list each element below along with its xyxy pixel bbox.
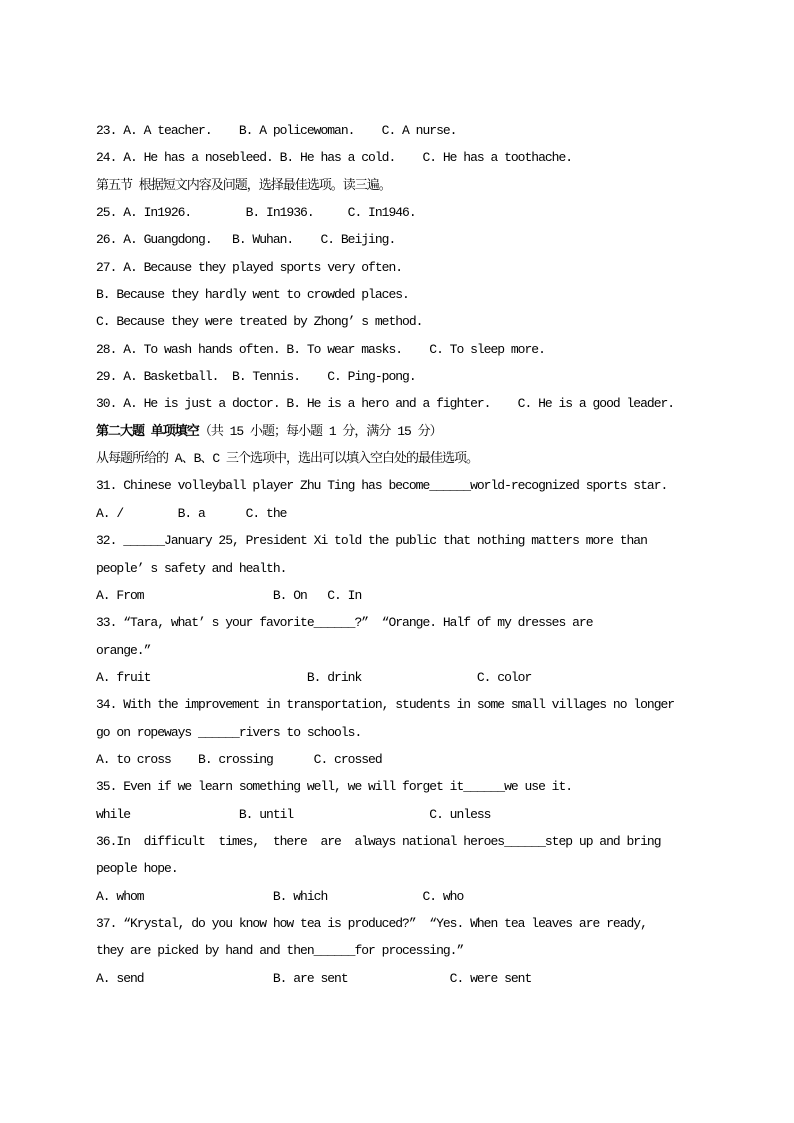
line-text: B. Because they hardly went to crowded places.: [96, 287, 409, 303]
line-text: 36.In difficult times, there are always national heroes______step up and bring: [96, 833, 661, 849]
line-text: A. send B. are sent C. were sent: [96, 970, 532, 986]
line-text: 29. A. Basketball. B. Tennis. C. Ping-pong.: [96, 369, 416, 385]
line-text: 33. “Tara, what’ s your favorite______?” “Orange. Half of my dresses are: [96, 615, 593, 631]
line-text: 32. ______January 25, President Xi told the public that nothing matters more than: [96, 533, 647, 549]
question-line-33-cont: [96, 637, 756, 664]
question-line-32-cont: [96, 555, 756, 582]
option-line-27c: [96, 308, 756, 335]
option-line-36: [96, 883, 756, 910]
question-line-27: [96, 254, 756, 281]
line-text: 26. A. Guangdong. B. Wuhan. C. Beijing.: [96, 232, 396, 248]
question-line-29: [96, 363, 756, 390]
line-text: 从每题所给的 A、B、C 三个选项中，选出可以填入空白处的最佳选项。: [96, 451, 479, 467]
line-text: 37. “Krystal, do you know how tea is produced?” “Yes. When tea leaves are ready,: [96, 915, 647, 931]
question-line-34: [96, 691, 756, 718]
option-line-35: [96, 801, 756, 828]
line-text: go on ropeways ______rivers to schools.: [96, 724, 362, 740]
option-line-32: [96, 582, 756, 609]
line-text: （共 15 小题；每小题 1 分，满分 15 分）: [198, 423, 442, 439]
line-text: 31. Chinese volleyball player Zhu Ting has become______world-recognized sports star.: [96, 478, 668, 494]
question-line-23: [96, 117, 756, 144]
line-text: 24. A. He has a nosebleed. B. He has a cold. C. He has a toothache.: [96, 150, 573, 166]
section-heading-part2: [96, 418, 756, 445]
line-text: orange.”: [96, 642, 151, 658]
question-line-35: [96, 773, 756, 800]
section-heading-5: [96, 172, 756, 199]
question-line-37: [96, 910, 756, 937]
question-line-26: [96, 226, 756, 253]
section-title-bold-text: 第二大题 单项填空: [96, 423, 199, 439]
option-line-27b: [96, 281, 756, 308]
question-line-36-cont: [96, 855, 756, 882]
line-text: while B. until C. unless: [96, 806, 491, 822]
line-text: 23. A. A teacher. B. A policewoman. C. A nurse.: [96, 123, 457, 138]
line-text: A. From B. On C. In: [96, 587, 362, 603]
question-line-31: [96, 472, 756, 499]
line-text: they are picked by hand and then______for processing.”: [96, 943, 464, 959]
question-line-37-cont: [96, 937, 756, 964]
line-text: A. to cross B. crossing C. crossed: [96, 751, 382, 767]
question-line-24: [96, 144, 756, 171]
line-text: 第五节 根据短文内容及问题，选择最佳选项。读三遍。: [96, 177, 391, 193]
document-body: [96, 117, 756, 992]
line-text: 30. A. He is just a doctor. B. He is a hero and a fighter. C. He is a good leader.: [96, 396, 675, 412]
line-text: people hope.: [96, 861, 178, 877]
line-text: C. Because they were treated by Zhong’ s method.: [96, 314, 423, 330]
line-text: 27. A. Because they played sports very often.: [96, 259, 403, 275]
question-line-30: [96, 390, 756, 417]
line-text: people’ s safety and health.: [96, 560, 287, 576]
question-line-33: [96, 609, 756, 636]
line-text: 35. Even if we learn something well, we will forget it______we use it.: [96, 779, 573, 795]
question-line-34-cont: [96, 719, 756, 746]
line-text: 34. With the improvement in transportation, students in some small villages no longer: [96, 697, 675, 713]
question-line-36: [96, 828, 756, 855]
question-line-28: [96, 336, 756, 363]
line-text: 25. A. In1926. B. In1936. C. In1946.: [96, 205, 416, 221]
instruction-line: [96, 445, 756, 472]
line-text: A. / B. a C. the: [96, 505, 287, 521]
option-line-37: [96, 965, 756, 992]
question-line-25: [96, 199, 756, 226]
option-line-33: [96, 664, 756, 691]
line-text: 28. A. To wash hands often. B. To wear masks. C. To sleep more.: [96, 341, 545, 357]
option-line-31: [96, 500, 756, 527]
option-line-34: [96, 746, 756, 773]
question-line-32: [96, 527, 756, 554]
line-text: A. fruit B. drink C. color: [96, 669, 532, 685]
line-text: A. whom B. which C. who: [96, 888, 464, 904]
